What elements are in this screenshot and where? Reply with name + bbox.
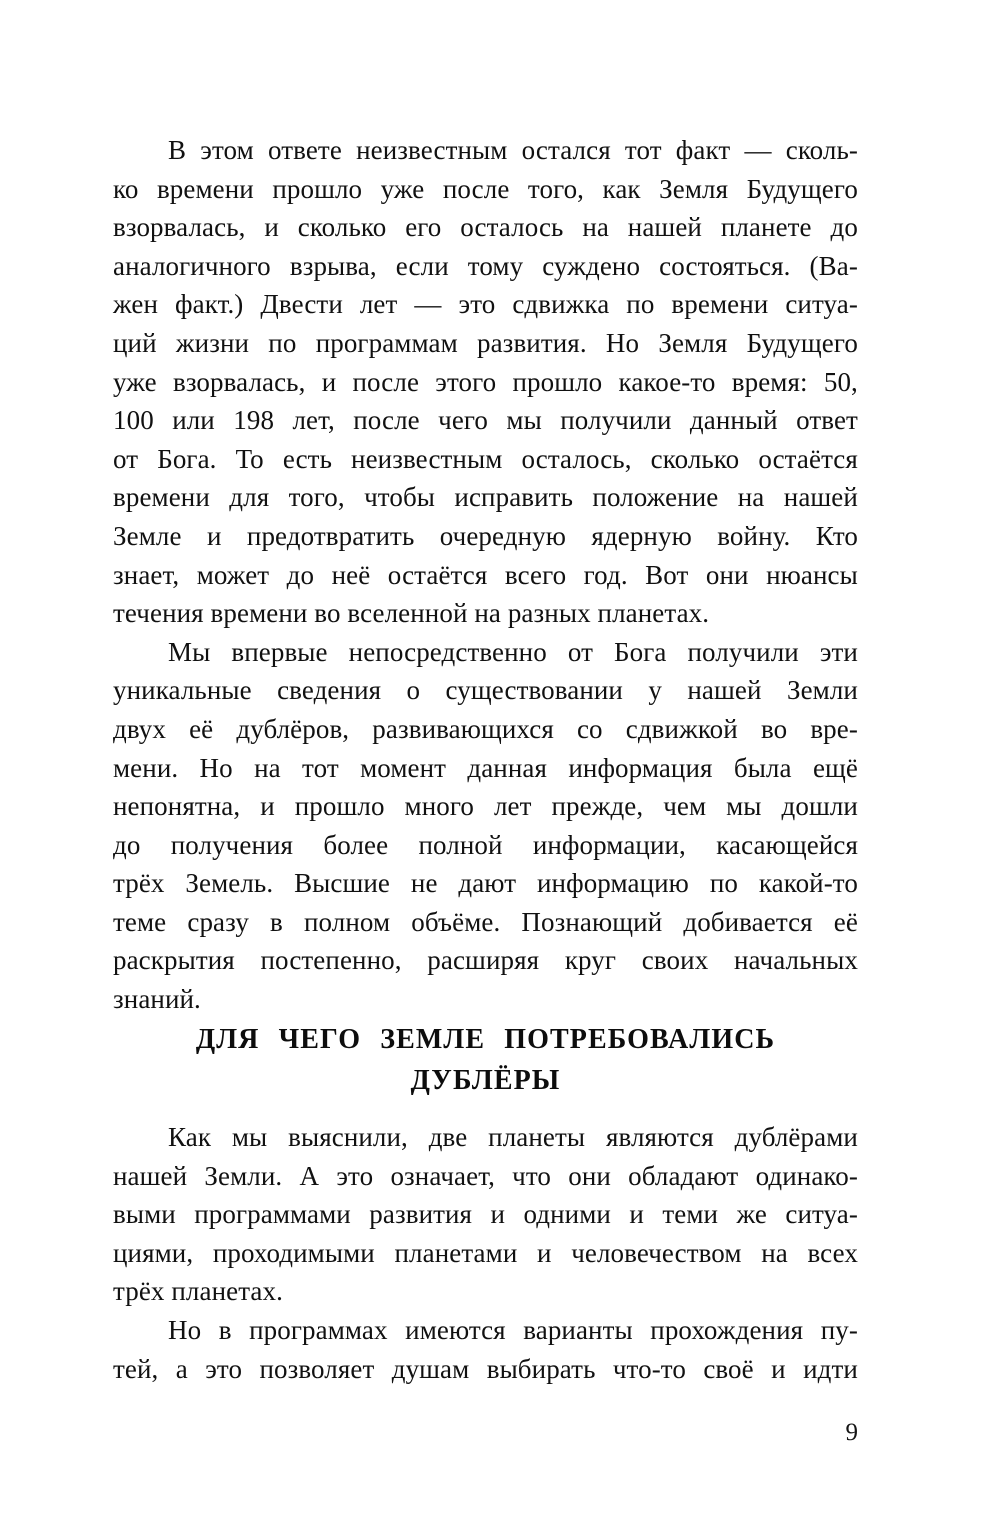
word: Земли. (204, 1160, 283, 1191)
word: программами (194, 1199, 351, 1230)
word: получили (687, 636, 799, 667)
word: предотвратить (246, 520, 415, 551)
word: Но (199, 752, 233, 783)
word: на (761, 1237, 788, 1268)
word: его (405, 212, 442, 243)
word: раскрытия (113, 945, 235, 976)
word: на (254, 752, 281, 783)
word: касающейся (716, 829, 858, 860)
word: имеются (405, 1314, 506, 1345)
text-line (113, 941, 858, 980)
word: со (576, 713, 603, 744)
word: существовании (445, 675, 623, 706)
word: состояться. (659, 250, 791, 281)
word: времени (671, 289, 769, 320)
word: жен (113, 289, 159, 320)
word: постепенно, (260, 945, 402, 976)
word: ещё (812, 752, 858, 783)
word: какое-то (618, 366, 716, 397)
word: Бога. (157, 443, 217, 474)
word: мы (506, 405, 542, 436)
word: получили (560, 405, 672, 436)
text-line (113, 170, 858, 209)
word: мени. (113, 752, 179, 783)
word: по (268, 327, 297, 358)
text-line (113, 1118, 858, 1157)
text-line (113, 633, 858, 672)
word: являются (605, 1122, 714, 1152)
word: если (395, 250, 449, 281)
text-line (113, 1157, 858, 1196)
word: они (568, 1160, 611, 1191)
text-line (113, 1350, 858, 1389)
word: получения (170, 829, 294, 860)
word: нашей (783, 482, 858, 513)
text-line: трёх планетах. (113, 1276, 283, 1307)
word: Как (168, 1122, 212, 1152)
word: Мы (168, 636, 211, 667)
word: момент (360, 752, 447, 783)
word: данный (689, 405, 778, 436)
word: ядерную (591, 520, 692, 551)
word: что (512, 1160, 551, 1191)
word: чем (663, 791, 707, 822)
text-line (113, 710, 858, 749)
text-line (113, 556, 858, 595)
page-number: 9 (845, 1419, 858, 1446)
word: А (299, 1160, 320, 1191)
section-heading-line-2: ДУБЛЁРЫ (410, 1064, 561, 1096)
text-line: течения времени во вселенной на разных планетах. (113, 598, 710, 629)
word: дублёрами (734, 1122, 858, 1152)
word: того, (288, 482, 345, 513)
text-line (113, 903, 858, 942)
word: двух (113, 713, 166, 744)
text-line (113, 324, 858, 363)
word: ответ (796, 405, 858, 436)
word: остаётся (387, 559, 488, 590)
word: Будущего (746, 327, 858, 358)
text-column (113, 131, 858, 1019)
word: одними (523, 1199, 611, 1230)
word: проходимыми (212, 1237, 375, 1268)
text-line (113, 208, 858, 247)
word: сдвижкой (625, 713, 738, 744)
word: 198 (233, 405, 275, 436)
section-heading-line-1: ДЛЯ ЧЕГО ЗЕМЛЕ ПОТРЕБОВАЛИСЬ (195, 1023, 776, 1055)
word: и (321, 366, 337, 397)
word: трёх (113, 868, 165, 899)
word: информация (568, 752, 713, 783)
word: год. (583, 559, 628, 590)
word: же (736, 1199, 767, 1230)
word: вре- (810, 713, 858, 744)
word: всех (807, 1237, 858, 1268)
word: непосредственно (348, 636, 547, 667)
word: может (196, 559, 270, 590)
word: сколько (650, 443, 740, 474)
word: взрыва, (289, 250, 377, 281)
word: по (626, 289, 655, 320)
word: лет (359, 289, 398, 320)
text-line (113, 826, 858, 865)
word: не (410, 868, 438, 899)
word: нашей (627, 212, 702, 243)
word: после (353, 405, 420, 436)
word: Двести (260, 289, 343, 320)
word: — (744, 135, 772, 165)
word: Земля (659, 173, 729, 204)
word: какой-то (758, 868, 858, 899)
word: дают (458, 868, 517, 899)
word: тому (467, 250, 524, 281)
word: программах (249, 1314, 388, 1345)
word: этого (435, 366, 497, 397)
word: лет (493, 791, 532, 822)
word: пу- (820, 1314, 858, 1345)
word: информацию (537, 868, 689, 899)
word: или (172, 405, 215, 436)
word: эти (819, 636, 858, 667)
word: Будущего (746, 173, 858, 204)
word: осталось (460, 212, 564, 243)
word: обладают (628, 1160, 739, 1191)
word: сдвижка (512, 289, 610, 320)
word: ответе (268, 135, 342, 165)
word: мы (726, 791, 762, 822)
word: положение (592, 482, 719, 513)
word: и (264, 212, 279, 243)
text-line (113, 864, 858, 903)
word: в (270, 906, 283, 937)
word: много (404, 791, 474, 822)
word: Земель. (185, 868, 274, 899)
word: и (206, 520, 222, 551)
word: душам (391, 1353, 470, 1384)
word: Но (605, 327, 640, 358)
word: тей, (113, 1353, 159, 1384)
word: это (336, 1160, 374, 1191)
word: сколь- (785, 135, 858, 165)
text-column-lower (113, 1118, 858, 1388)
word: как (602, 173, 641, 204)
word: тот (302, 752, 339, 783)
word: человечеством (571, 1237, 742, 1268)
word: неизвестным (351, 443, 503, 474)
word: войну. (717, 520, 791, 551)
word: остался (521, 135, 611, 165)
word: время: (731, 366, 808, 397)
text-line (113, 440, 858, 479)
word: дублёров, (236, 713, 350, 744)
word: уже (380, 173, 425, 204)
word: более (323, 829, 389, 860)
word: для (229, 482, 270, 513)
word: планете (720, 212, 812, 243)
text-line (113, 1234, 858, 1273)
word: 100 (113, 405, 154, 436)
word: добивается (683, 906, 813, 937)
word: планетами (394, 1237, 518, 1268)
text-line (113, 478, 858, 517)
word: прошло (294, 791, 385, 822)
text-line (113, 131, 858, 170)
word: — (414, 289, 442, 320)
word: объёме. (411, 906, 501, 937)
word: начальных (734, 945, 858, 976)
word: остаётся (758, 443, 858, 474)
word: факт (675, 135, 731, 165)
paragraph-2 (113, 633, 858, 1019)
word: планеты (488, 1122, 586, 1152)
text-line (113, 247, 858, 286)
word: есть (282, 443, 332, 474)
word: ций (113, 327, 157, 358)
word: Бога (614, 636, 667, 667)
paragraph-4 (113, 1311, 858, 1388)
text-line (113, 787, 858, 826)
word: и (629, 1199, 644, 1230)
word: после (442, 173, 510, 204)
word: своё (703, 1353, 754, 1384)
word: сразу (187, 906, 249, 937)
word: Земли (786, 675, 858, 706)
word: и (490, 1199, 506, 1230)
word: ко (113, 173, 139, 204)
word: и (771, 1353, 786, 1384)
word: времени (156, 173, 254, 204)
word: прошло (512, 366, 603, 397)
word: сведения (277, 675, 382, 706)
word: в (218, 1314, 232, 1345)
word: полной (418, 829, 503, 860)
word: полном (303, 906, 391, 937)
word: у (648, 675, 662, 706)
word: нюансы (766, 559, 858, 590)
word: уникальные (113, 675, 252, 706)
word: жизни (175, 327, 250, 358)
word: означает, (390, 1160, 495, 1191)
word: Кто (815, 520, 858, 551)
word: развивающихся (372, 713, 554, 744)
word: одинако- (755, 1160, 858, 1191)
word: чтобы (364, 482, 436, 513)
word: во (760, 713, 788, 744)
word: круг (564, 945, 617, 976)
word: до (286, 559, 315, 590)
word: о (406, 675, 421, 706)
paragraph-3 (113, 1118, 858, 1311)
word: прошло (272, 173, 363, 204)
word: нашей (687, 675, 762, 706)
text-line (113, 285, 858, 324)
word: теми (662, 1199, 719, 1230)
word: на (582, 212, 609, 243)
word: информации, (532, 829, 686, 860)
word: программам (315, 327, 458, 358)
word: очередную (439, 520, 566, 551)
word: осталось, (521, 443, 632, 474)
word: Земле (113, 520, 182, 551)
text-line: знаний. (113, 984, 201, 1015)
text-line (113, 517, 858, 556)
section-heading (113, 1019, 858, 1101)
word: её (833, 906, 858, 937)
text-line (113, 671, 858, 710)
word: этом (200, 135, 254, 165)
word: две (428, 1122, 468, 1152)
word: по (709, 868, 738, 899)
word: чего (438, 405, 489, 436)
word: тот (624, 135, 662, 165)
word: исправить (454, 482, 573, 513)
word: развития. (477, 327, 587, 358)
word: (Ва- (809, 250, 858, 281)
word: непонятна, (113, 791, 241, 822)
word: Высшие (294, 868, 391, 899)
text-line (113, 749, 858, 788)
word: неизвестным (356, 135, 508, 165)
word: взорвалась, (172, 366, 306, 397)
word: дошли (781, 791, 858, 822)
word: её (189, 713, 214, 744)
word: и (260, 791, 275, 822)
word: факт.) (175, 289, 244, 320)
word: и (537, 1237, 552, 1268)
word: того, (527, 173, 585, 204)
word: нашей (113, 1160, 188, 1191)
word: Но (168, 1314, 202, 1345)
word: прежде, (551, 791, 644, 822)
paragraph-1 (113, 131, 858, 633)
word: Вот (645, 559, 689, 590)
word: неё (331, 559, 371, 590)
word: циями, (113, 1237, 194, 1268)
word: прохождения (650, 1314, 804, 1345)
word: расширяя (427, 945, 540, 976)
word: до (113, 829, 141, 860)
text-line (113, 363, 858, 402)
word: что-то (612, 1353, 686, 1384)
word: времени (113, 482, 210, 513)
word: это (458, 289, 496, 320)
word: от (567, 636, 593, 667)
word: до (830, 212, 858, 243)
word: взорвалась, (113, 212, 246, 243)
word: То (235, 443, 264, 474)
word: Земля (658, 327, 728, 358)
word: от (113, 443, 139, 474)
word: выяснили, (288, 1122, 408, 1152)
word: на (737, 482, 765, 513)
text-line (113, 401, 858, 440)
word: всего (504, 559, 567, 590)
text-line (113, 1195, 858, 1234)
word: теме (113, 906, 167, 937)
word: ситуа- (785, 1199, 858, 1230)
word: а (175, 1353, 188, 1384)
word: они (705, 559, 749, 590)
word: 50, (823, 366, 858, 397)
text-line (113, 1311, 858, 1350)
word: после (352, 366, 420, 397)
word: мы (231, 1122, 268, 1152)
word: выбирать (486, 1353, 596, 1384)
word: это (205, 1353, 243, 1384)
word: уже (113, 366, 157, 397)
word: лет, (292, 405, 335, 436)
word: идти (803, 1353, 858, 1384)
word: была (733, 752, 792, 783)
word: Познающий (521, 906, 663, 937)
word: В (168, 135, 187, 165)
word: своих (641, 945, 709, 976)
word: данная (467, 752, 548, 783)
word: развития (369, 1199, 473, 1230)
word: ситуа- (785, 289, 858, 320)
word: аналогичного (113, 250, 271, 281)
word: варианты (523, 1314, 633, 1345)
word: суждено (542, 250, 641, 281)
word: знает, (113, 559, 180, 590)
word: впервые (231, 636, 328, 667)
word: позволяет (259, 1353, 375, 1384)
word: выми (113, 1199, 176, 1230)
word: сколько (297, 212, 387, 243)
